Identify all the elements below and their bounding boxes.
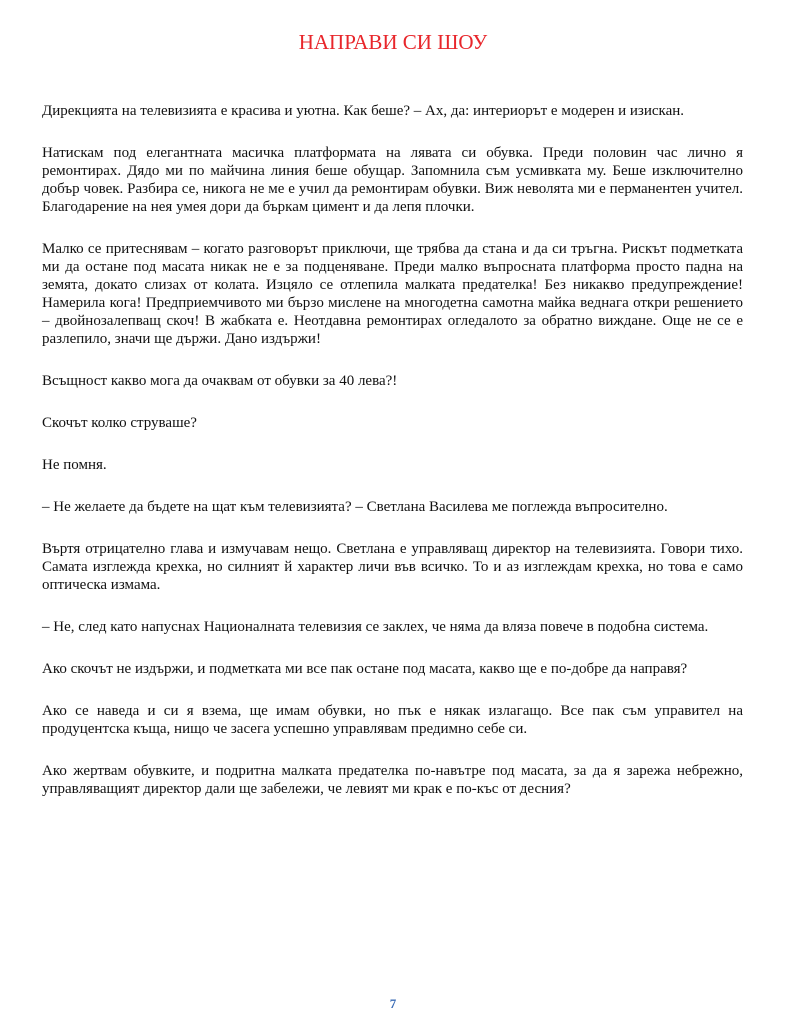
body-text: [42, 102, 743, 822]
paragraph-8: Въртя отрицателно глава и измучавам нещо. Светлана е управляващ директор на телевизията. Говори тихо. Самата изглежда крехка, но силният й характер личи във всичко. То и аз изглеждам крехка, но това е само оптическа измама.: [42, 541, 743, 593]
paragraph-9: – Не, след като напуснах Националната телевизия се заклех, че няма да вляза повече в подобна система.: [42, 619, 709, 635]
paragraph-11: Ако се наведа и си я взема, ще имам обувки, но пък е някак излагащо. Все пак съм управител на продуцентска къща, нищо че засега успешно управлявам предимно себе си.: [42, 703, 743, 737]
paragraph-7: – Не желаете да бъдете на щат към телевизията? – Светлана Василева ме поглежда въпросително.: [42, 499, 668, 515]
page-title: НАПРАВИ СИ ШОУ: [298, 30, 488, 54]
page-number: 7: [389, 996, 397, 1011]
paragraph-5: Скочът колко струваше?: [42, 415, 197, 431]
paragraph-3: Малко се притеснявам – когато разговорът приключи, ще трябва да стана и да си тръгна. Рискът подметката ми да остане под масата никак не е за подценяване. Преди малко въпросната платформа просто падна на земята, докато слизах от колата. Изцяло се отлепила малката предателка! Без никакво предупреждение! Намерила кога! Предприемчивото ми бързо мислене на многодетна самотна майка веднага откри решението – двойнозалепващ скоч! В жабката е. Неотдавна ремонтирах огледалото за обратно виждане. Още не се е разлепило, значи ще държи. Дано издържи!: [42, 241, 743, 347]
paragraph-12: Ако жертвам обувките, и подритна малката предателка по-навътре под масата, за да я зарежа небрежно, управляващият директор дали ще забележи, че левият ми крак е по-къс от десния?: [42, 763, 743, 797]
paragraph-1: Дирекцията на телевизията е красива и уютна. Как беше? – Ах, да: интериорът е модерен и изискан.: [42, 103, 685, 119]
paragraph-4: Всъщност какво мога да очаквам от обувки за 40 лева?!: [42, 373, 398, 389]
paragraph-6: Не помня.: [42, 457, 107, 473]
paragraph-2: Натискам под елегантната масичка платформата на лявата си обувка. Преди половин час лично я ремонтирах. Дядо ми по майчина линия беше обущар. Запомнила съм усмивката му. Беше изключително добър човек. Разбира се, никога не ме е учил да ремонтирам обувки. Виж неволята ми е перманентен учител. Благодарение на нея умея дори да бъркам цимент и да лепя плочки.: [42, 145, 743, 215]
paragraph-10: Ако скочът не издържи, и подметката ми все пак остане под масата, какво ще е по-добре да направя?: [42, 661, 688, 677]
